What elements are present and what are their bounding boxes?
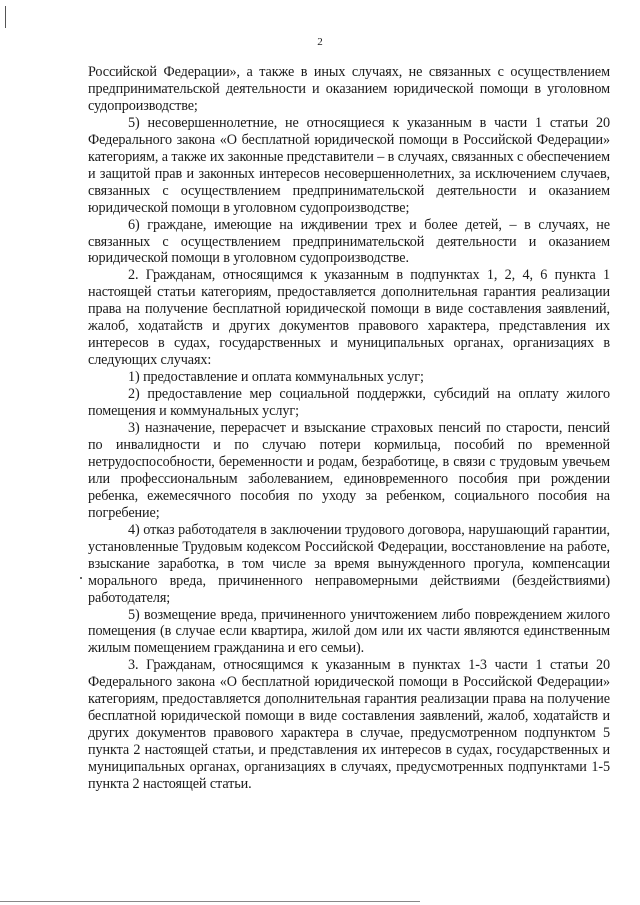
paragraph-item-5-minors: 5) несовершеннолетние, не относящиеся к указанным в части 1 статьи 20 Федерального закона «О бесплатной юридической помощи в Российской Федерации» категориям, а также их законные представители – в случаях, связанных с обеспечением и защитой прав и законных интересов несовершеннолетних, за исключением случаев, связанных с осуществлением предпринимательской деятельности и оказанием юридической помощи в уголовном судопроизводстве;	[88, 114, 610, 216]
paragraph-subitem-3-pensions: 3) назначение, перерасчет и взыскание страховых пенсий по старости, пенсий по инвалидности и по случаю потери кормильца, пособий по временной нетрудоспособности, беременности и родам, безработице, в связи с трудовым увечьем или профессиональным заболеванием, единовременного пособия при рождении ребенка, ежемесячного пособия по уходу за ребенком, социального пособия на погребение;	[88, 420, 610, 521]
paragraph-subitem-4-employment: 4) отказ работодателя в заключении трудового договора, нарушающий гарантии, установленные Трудовым кодексом Российской Федерации, восстановление на работе, взыскание заработка, в том числе за время вынужденного прогула, компенсации морального вреда, причиненного неправомерными действиями (бездействиями) работодателя;	[88, 521, 610, 606]
scan-speck	[80, 577, 82, 579]
page-number: 2	[317, 36, 323, 48]
paragraph-subitem-5-damage: 5) возмещение вреда, причиненного уничтожением либо повреждением жилого помещения (в случае если квартира, жилой дом или их части являются единственным жилым помещением гражданина и его семьи).	[88, 606, 610, 657]
paragraph-continuation: Российской Федерации», а также в иных случаях, не связанных с осуществлением предпринимательской деятельности и оказанием юридической помощи в уголовном судопроизводстве;	[88, 64, 610, 114]
paragraph-section-3: 3. Гражданам, относящимся к указанным в пунктах 1-3 части 1 статьи 20 Федерального закона «О бесплатной юридической помощи в Российской Федерации» категориям, предоставляется дополнительная гарантия реализации права на получение бесплатной юридической помощи в виде составления заявлений, жалоб, ходатайств и других документов правового характера в случае, предусмотренном подпунктом 5 пункта 2 настоящей статьи, и представления их интересов в судах, государственных и муниципальных органах, организациях в случаях, предусмотренных подпунктами 1-5 пункта 2 настоящей статьи.	[88, 657, 610, 793]
paragraph-subitem-2-social-support: 2) предоставление мер социальной поддержки, субсидий на оплату жилого помещения и коммунальных услуг;	[88, 386, 610, 420]
document-body	[88, 64, 610, 793]
paragraph-subitem-1-utilities: 1) предоставление и оплата коммунальных услуг;	[128, 369, 424, 386]
paragraph-section-2: 2. Гражданам, относящимся к указанным в подпунктах 1, 2, 4, 6 пункта 1 настоящей статьи категориям, предоставляется дополнительная гарантия реализации права на получение бесплатной юридической помощи в виде составления заявлений, жалоб, ходатайств и других документов правового характера, представления их интересов в судах, государственных и муниципальных органах, организациях в следующих случаях:	[88, 267, 610, 369]
scan-bottom-line	[0, 901, 420, 902]
paragraph-item-6-large-families: 6) граждане, имеющие на иждивении трех и более детей, – в случаях, не связанных с осуществлением предпринимательской деятельности и оказанием юридической помощи в уголовном судопроизводстве.	[88, 216, 610, 267]
scan-edge-mark	[5, 6, 6, 28]
